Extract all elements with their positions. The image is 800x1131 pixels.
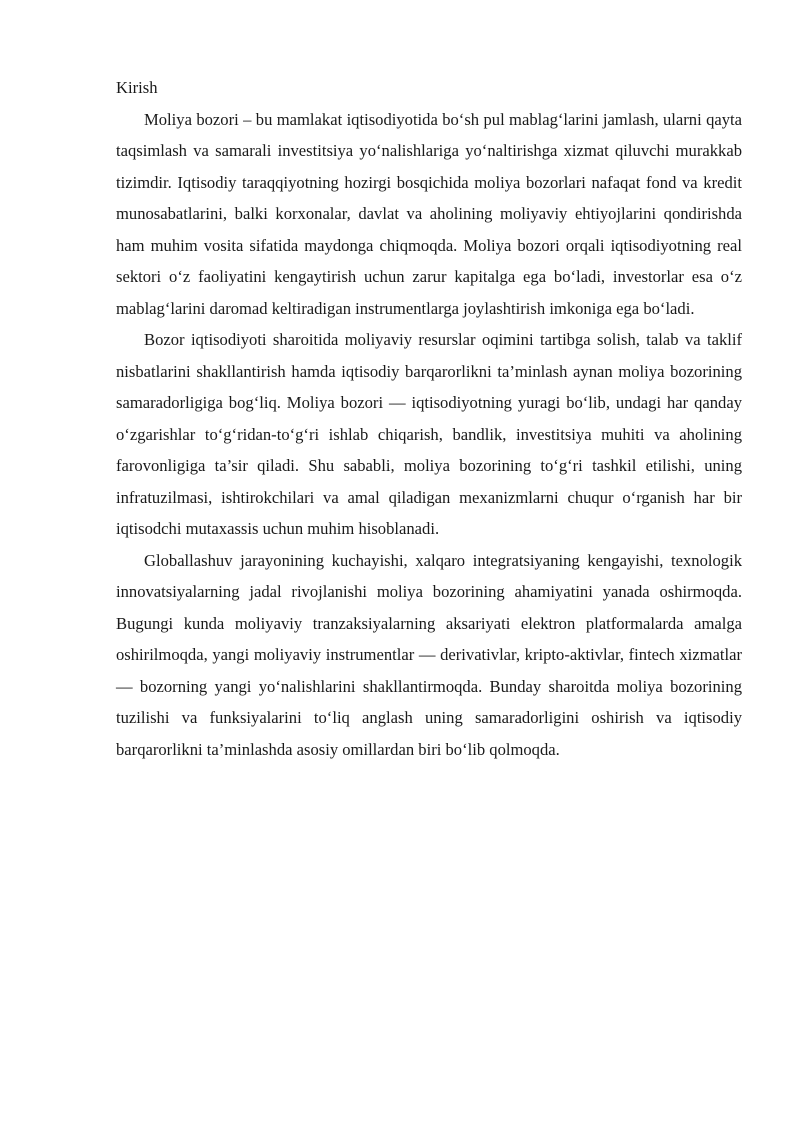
- paragraph-3: Globallashuv jarayonining kuchayishi, xalqaro integratsiyaning kengayishi, texnologik innovatsiyalarning jadal rivojlanishi moliya bozorining ahamiyatini yanada oshirmoqda. Bugungi kunda moliyaviy tranzaksiyalarning aksariyati elektron platformalarda amalga oshirilmoqda, yangi moliyaviy instrumentlar — derivativlar, kripto-aktivlar, fintech xizmatlar — bozorning yangi yo‘nalishlarini shakllantirmoqda. Bunday sharoitda moliya bozorining tuzilishi va funksiyalarini to‘liq anglash uning samaradorligini oshirish va iqtisodiy barqarorlikni ta’minlashda asosiy omillardan biri bo‘lib qolmoqda.: [116, 550, 742, 759]
- document-body: [116, 72, 742, 765]
- section-heading: Kirish: [116, 78, 158, 97]
- paragraph-2: Bozor iqtisodiyoti sharoitida moliyaviy resurslar oqimini tartibga solish, talab va taklif nisbatlarini shakllantirish hamda iqtisodiy barqarorlikni ta’minlash aynan moliya bozorining samaradorligiga bog‘liq. Moliya bozori — iqtisodiyotning yuragi bo‘lib, undagi har qanday o‘zgarishlar to‘g‘ridan-to‘g‘ri ishlab chiqarish, bandlik, investitsiya muhiti va aholining farovonligiga ta’sir qiladi. Shu sababli, moliya bozorining to‘g‘ri tashkil etilishi, uning infratuzilmasi, ishtirokchilari va amal qiladigan mexanizmlarni chuqur o‘rganish har bir iqtisodchi mutaxassis uchun muhim hisoblanadi.: [116, 330, 742, 538]
- paragraph-1: Moliya bozori – bu mamlakat iqtisodiyotida bo‘sh pul mablag‘larini jamlash, ularni qayta taqsimlash va samarali investitsiya yo‘nalishlariga yo‘naltirishga xizmat qiluvchi murakkab tizimdir. Iqtisodiy taraqqiyotning hozirgi bosqichida moliya bozorlari nafaqat fond va kredit munosabatlarini, balki korxonalar, davlat va aholining moliyaviy ehtiyojlarini qondirishda ham muhim vosita sifatida maydonga chiqmoqda. Moliya bozori orqali iqtisodiyotning real sektori o‘z faoliyatini kengaytirish uchun zarur kapitalga ega bo‘ladi, investorlar esa o‘z mablag‘larini daromad keltiradigan instrumentlarga joylashtirish imkoniga ega bo‘ladi.: [116, 109, 742, 318]
